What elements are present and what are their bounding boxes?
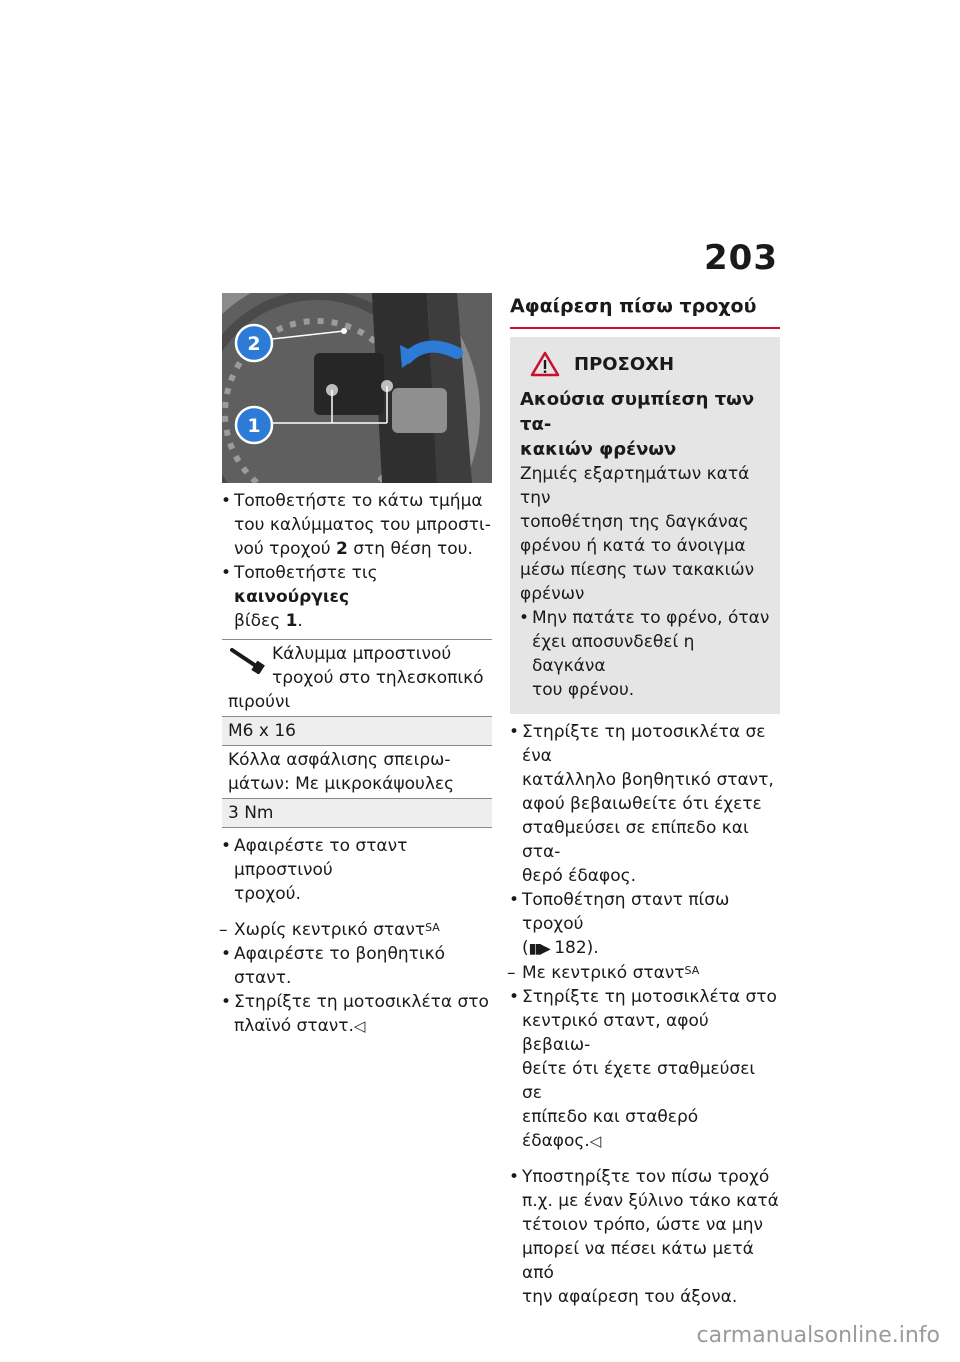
spec-loctite: Κόλλα ασφάλισης σπειρω- μάτων: Με μικροκάψουλες: [222, 746, 492, 799]
spec-title: Κάλυμμα μπροστινού τροχού στο τηλεσκοπικό πιρούνι: [222, 640, 492, 717]
warning-triangle-icon: [530, 351, 560, 377]
page-reference-arrow-icon: ▮▮▶: [528, 941, 549, 957]
condition-with-center-stand: – Με κεντρικό σταντ$^{SA}$: [510, 961, 780, 985]
caution-label: ΠΡΟΣΟΧΗ: [574, 353, 675, 375]
step-aux-stand: • Στηρίξτε τη μοτοσικλέτα σε ένα: [510, 720, 780, 768]
left-column: 2 1 • Τοποθετήστε το κάτω τμήμα του καλύμματος του μπροστι- νού τροχού 2 στη θέση του. • Τοποθετήστε τις καινούργιες βίδες 1. Κάλυμμα μπροστινού τροχού στο τηλεσκοπικό πιρούνι M6 x 16 Κόλλα ασφάλισης σπειρω- μάτων: Με μικροκάψουλες 3 Nm • Αφαιρέστε το σταντ μπροστινού τροχού. – Χωρίς κεντρικό σταντ$^{SA}$ • Αφαιρέστε το βοηθητικό σταντ. • Στηρίξτε τη μοτοσικλέτα στο πλαϊνό σταντ.◁: [222, 293, 492, 1038]
step-rear-stand: • Τοποθέτηση σταντ πίσω τροχού: [510, 888, 780, 936]
step-center-stand: • Στηρίξτε τη μοτοσικλέτα στο: [510, 985, 780, 1009]
callout-2: 2: [247, 333, 261, 355]
callout-1: 1: [247, 415, 261, 437]
wrench-icon: [230, 646, 266, 674]
condition-without-center-stand: – Χωρίς κεντρικό σταντ$^{SA}$: [222, 918, 492, 942]
right-column: Αφαίρεση πίσω τροχού ΠΡΟΣΟΧΗ Ακούσια συμπίεση των τα- κακιών φρένων Ζημιές εξαρτημάτων κατά την τοποθέτηση της δαγκάνας φρένου ή κατά το άνοιγμα μέσω πίεσης των τακακιών φρένων • Μην πατάτε το φρένο, όταν έχει αποσυνδεθεί η δαγκάνα του φρένου. • Στηρίξτε τη μοτοσικλέτα σε ένα κατάλληλο βοηθητικό σταντ, αφού βεβαιωθείτε ότι έχετε σταθμεύσει σε επίπεδο και στα- θερό έδαφος. • Τοποθέτηση σταντ πίσω τροχού (▮▮▶ 182). – Με κεντρικό σταντ$^{SA}$ • Στηρίξτε τη μοτοσικλέτα στο κεντρικό σταντ, αφού βεβαιω- θείτε ότι έχετε σταθμεύσει σε επίπεδο και σταθερό έδαφος.◁ • Υποστηρίξτε τον πίσω τροχό π.χ. με έναν ξύλινο τάκο κατά τέτοιον τρόπο, ώστε να μην μπορεί να πέσει κάτω μετά από την αφαίρεση του άξονα.: [510, 293, 780, 1309]
page-reference[interactable]: 182).: [554, 938, 599, 958]
section-title: Αφαίρεση πίσω τροχού: [510, 293, 780, 329]
step-remove-aux-stand: • Αφαιρέστε το βοηθητικό σταντ.: [222, 942, 492, 990]
end-mark: ◁: [353, 1017, 366, 1035]
spec-torque: 3 Nm: [222, 799, 492, 828]
step-side-stand: • Στηρίξτε τη μοτοσικλέτα στο: [222, 990, 492, 1014]
front-wheel-photo: [222, 293, 492, 483]
caution-instruction: • Μην πατάτε το φρένο, όταν: [520, 606, 770, 630]
watermark: carmanualsonline.info: [696, 1323, 940, 1348]
end-mark: ◁: [589, 1132, 602, 1150]
step-support-rear-wheel: • Υποστηρίξτε τον πίσω τροχό: [510, 1165, 780, 1189]
caution-heading: Ακούσια συμπίεση των τα- κακιών φρένων: [520, 389, 755, 460]
caution-box: ΠΡΟΣΟΧΗ Ακούσια συμπίεση των τα- κακιών φρένων Ζημιές εξαρτημάτων κατά την τοποθέτηση της δαγκάνας φρένου ή κατά το άνοιγμα μέσω πίεσης των τακακιών φρένων • Μην πατάτε το φρένο, όταν έχει αποσυνδεθεί η δαγκάνα του φρένου.: [510, 337, 780, 714]
step-remove-front-stand: • Αφαιρέστε το σταντ μπροστινού: [222, 834, 492, 882]
page-number: 203: [704, 238, 778, 278]
step-install-screws: • Τοποθετήστε τις καινούργιες: [222, 561, 492, 609]
spec-size: M6 x 16: [222, 717, 492, 746]
torque-spec-table: [222, 639, 492, 828]
step-install-cover: • Τοποθετήστε το κάτω τμήμα: [222, 489, 492, 513]
front-wheel-illustration: [222, 293, 492, 483]
